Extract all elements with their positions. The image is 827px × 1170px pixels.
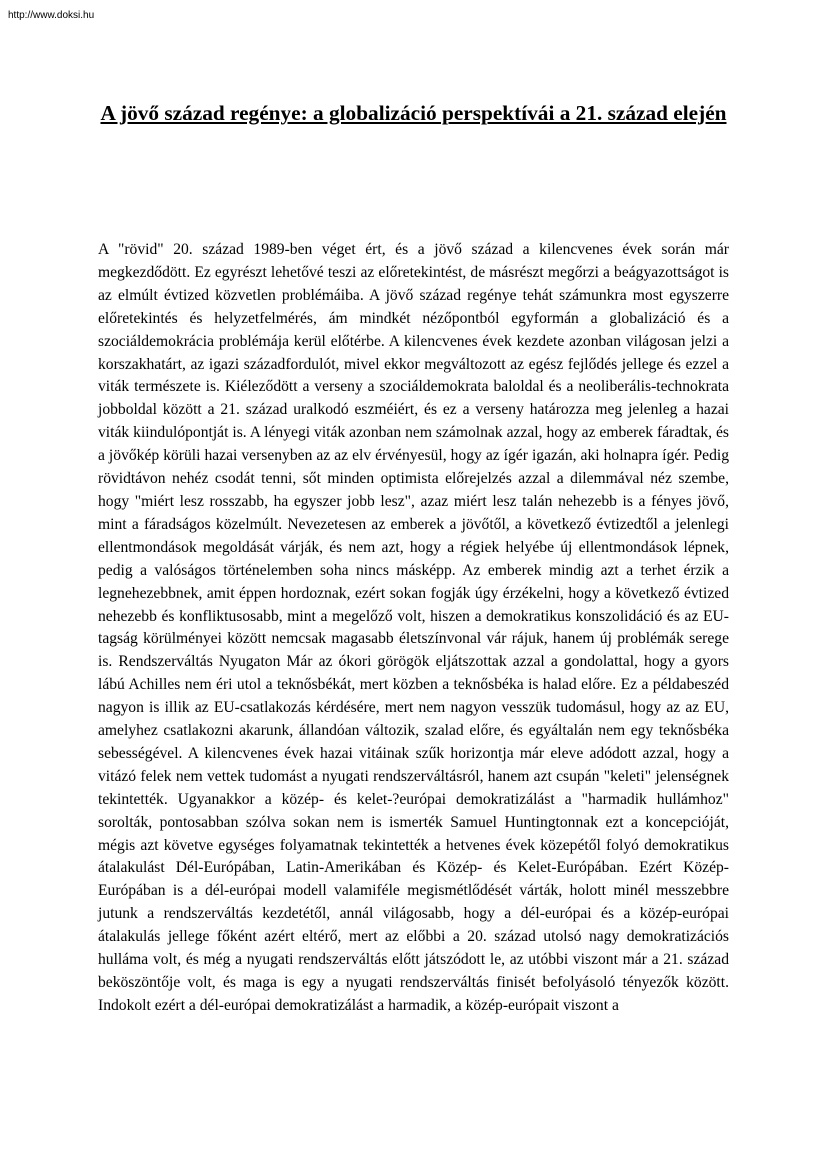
source-url: http://www.doksi.hu	[8, 10, 95, 21]
body-paragraph: A "rövid" 20. század 1989-ben véget ért, és a jövő század a kilencvenes évek során már megkezdődött. Ez egyrészt lehetővé teszi az előretekintést, de másrészt megőrzi a beágyazottságot is az elmúlt évtized közvetlen problémáiba. A jövő század regénye tehát számunkra most egyszerre előretekintés és helyzetfelmérés, ám mindkét nézőpontból egyformán a globalizáció és a szociáldemokrácia problémája kerül előtérbe. A kilencvenes évek kezdete azonban világosan jelzi a korszakhatárt, az igazi századfordulót, mivel ekkor megváltozott az egész fejlődés jellege és ezzel a viták természete is. Kiéleződött a verseny a szociáldemokrata baloldal és a neoliberális-technokrata jobboldal között a 21. század uralkodó eszméiért, és ez a verseny határozza meg jelenleg a hazai viták kiindulópontját is. A lényegi viták azonban nem számolnak azzal, hogy az emberek fáradtak, és a jövőkép körüli hazai versenyben az az elv érvényesül, hogy az ígér igazán, aki holnapra ígér. Pedig rövidtávon nehéz csodát tenni, sőt minden optimista előrejelzés azzal a dilemmával néz szembe, hogy "miért lesz rosszabb, ha egyszer jobb lesz", azaz miért lesz talán nehezebb is a fényes jövő, mint a fáradságos közelmúlt. Nevezetesen az emberek a jövőtől, a következő évtizedtől a jelenlegi ellentmondások megoldását várják, és nem azt, hogy a régiek helyébe új ellentmondások lépnek, pedig a valóságos történelemben soha nincs másképp. Az emberek mindig azt a terhet érzik a legnehezebbnek, amit éppen hordoznak, ezért sokan fogják úgy érzékelni, hogy a következő évtized nehezebb és konfliktusosabb, mint a megelőző volt, hiszen a demokratikus konszolidáció és az EU-tagság körülményei között nemcsak magasabb életszínvonal vár rájuk, hanem új problémák serege is. Rendszerváltás Nyugaton Már az ókori görögök eljátszottak azzal a gondolattal, hogy a gyors lábú Achilles nem éri utol a teknősbékát, mert közben a teknősbéka is halad előre. Ez a példabeszéd nagyon is illik az EU-csatlakozás kérdésére, mert nem nagyon vesszük tudomásul, hogy az az EU, amelyhez csatlakozni akarunk, állandóan változik, szalad előre, és egyáltalán nem egy teknősbéka sebességével. A kilencvenes évek hazai vitáinak szűk horizontja már eleve adódott azzal, hogy a vitázó felek nem vettek tudomást a nyugati rendszerváltásról, hanem azt csupán "keleti" jelenségnek tekintették. Ugyanakkor a közép- és kelet-?európai demokratizálást a "harmadik hullámhoz" sorolták, pontosabban szólva sokan nem is ismerték Samuel Huntingtonnak ezt a koncepcióját, mégis azt követve egységes folyamatnak tekintették a hetvenes évek közepétől folyó demokratikus átalakulást Dél-Európában, Latin-Amerikában és Közép- és Kelet-Európában. Ezért Közép-Európában is a dél-európai modell valamiféle megismétlődését várták, holott minél messzebbre jutunk a rendszerváltás kezdetétől, annál világosabb, hogy a dél-európai és a közép-európai átalakulás jellege főként azért eltérő, mert az előbbi a 20. század utolsó nagy demokratizációs hulláma volt, és még a nyugati rendszerváltás előtt játszódott le, az utóbbi viszont már a 21. század beköszöntője volt, és maga is egy a nyugati rendszerváltás finisét befolyásoló tényezők között. Indokolt ezért a dél-európai demokratizálást a harmadik, a közép-európait viszont a	[98, 241, 729, 1014]
document-title: A jövő század regénye: a globalizáció perspektívái a 21. század elején	[100, 101, 727, 125]
